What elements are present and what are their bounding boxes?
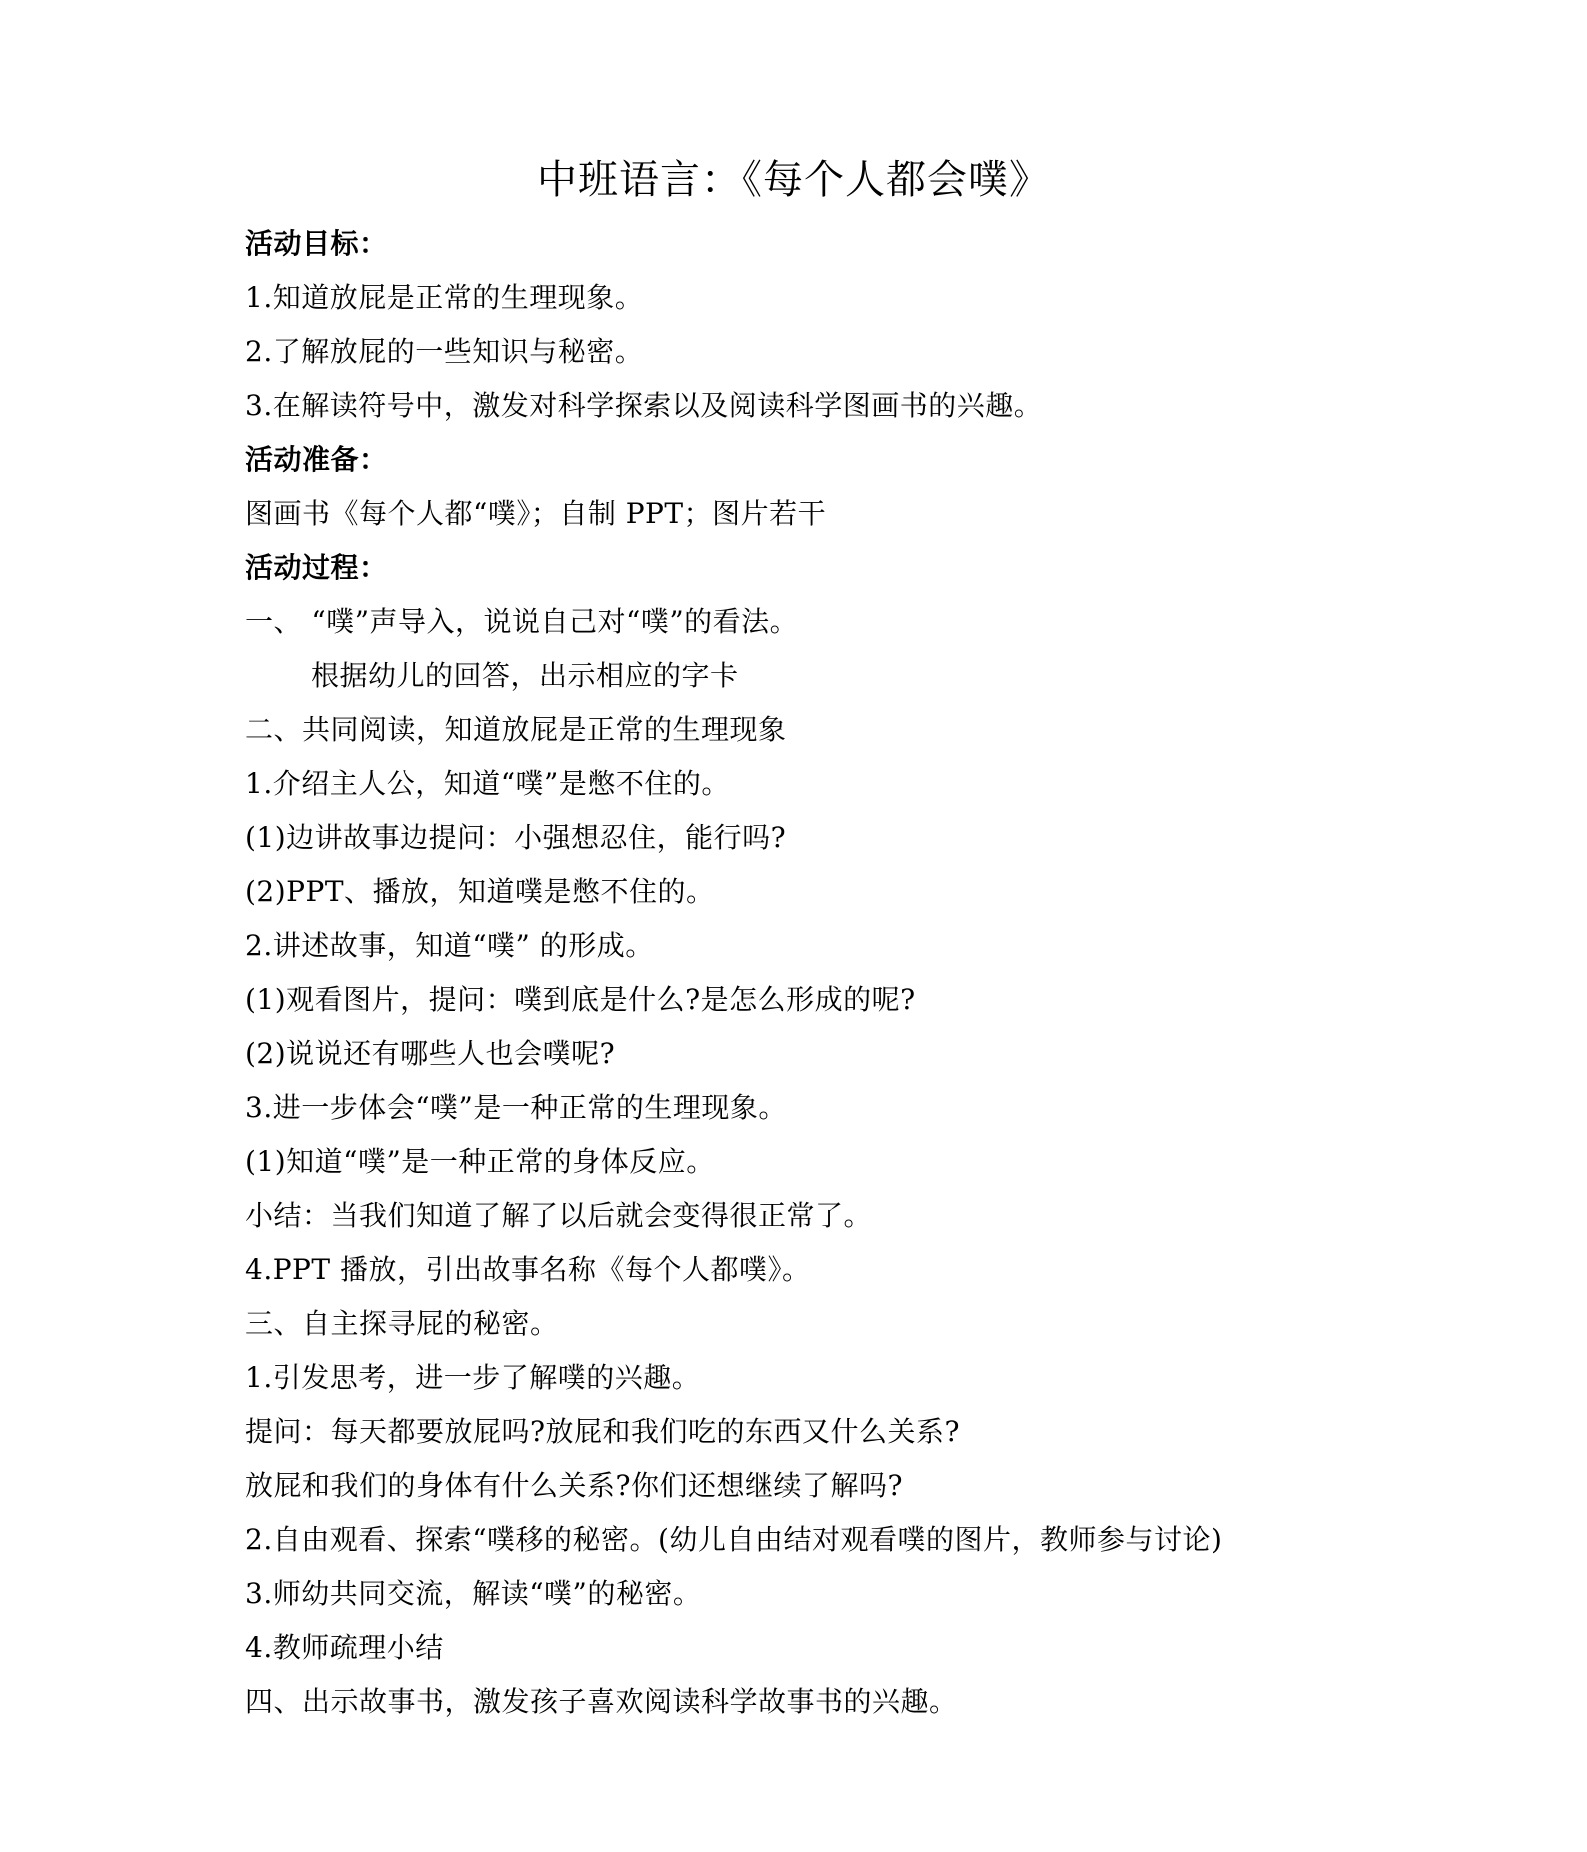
process-step-1: 一、 “噗”声导入，说说自己对“噗”的看法。 xyxy=(245,605,799,638)
process-line: 2.自由观看、探索“噗移的秘密。(幼儿自由结对观看噗的图片，教师参与讨论) xyxy=(245,1523,1223,1556)
process-line: 1.介绍主人公，知道“噗”是憋不住的。 xyxy=(245,767,730,800)
process-step-4: 四、出示故事书，激发孩子喜欢阅读科学故事书的兴趣。 xyxy=(245,1685,958,1718)
preparation-heading: 活动准备： xyxy=(245,443,388,476)
goal-item: 3.在解读符号中，激发对科学探索以及阅读科学图画书的兴趣。 xyxy=(245,389,1043,422)
process-line: 2.讲述故事，知道“噗” 的形成。 xyxy=(245,929,654,962)
goal-item: 1.知道放屁是正常的生理现象。 xyxy=(245,281,644,314)
process-line: 4.教师疏理小结 xyxy=(245,1631,444,1664)
process-line: 放屁和我们的身体有什么关系?你们还想继续了解吗? xyxy=(245,1469,904,1502)
process-line: (1)知道“噗”是一种正常的身体反应。 xyxy=(245,1145,715,1178)
process-line: 3.进一步体会“噗”是一种正常的生理现象。 xyxy=(245,1091,787,1124)
process-summary: 小结：当我们知道了解了以后就会变得很正常了。 xyxy=(245,1199,873,1232)
document-body xyxy=(245,217,1445,1729)
preparation-text: 图画书《每个人都“噗》；自制 PPT；图片若干 xyxy=(245,497,827,530)
process-line: (2)说说还有哪些人也会噗呢? xyxy=(245,1037,616,1070)
goal-item: 2.了解放屁的一些知识与秘密。 xyxy=(245,335,644,368)
process-line: (2)PPT、播放，知道噗是憋不住的。 xyxy=(245,875,715,908)
process-line: (1)观看图片，提问：噗到底是什么?是怎么形成的呢? xyxy=(245,983,916,1016)
process-step-2: 二、共同阅读，知道放屁是正常的生理现象 xyxy=(245,713,787,746)
document-title: 中班语言：《每个人都会噗》 xyxy=(537,157,1050,203)
process-line: 1.引发思考，进一步了解噗的兴趣。 xyxy=(245,1361,701,1394)
process-line: 4.PPT 播放，引出故事名称《每个人都噗》。 xyxy=(245,1253,811,1286)
process-line: (1)边讲故事边提问：小强想忍住，能行吗? xyxy=(245,821,787,854)
process-line: 提问：每天都要放屁吗?放屁和我们吃的东西又什么关系? xyxy=(245,1415,961,1448)
process-step-3: 三、自主探寻屁的秘密。 xyxy=(245,1307,559,1340)
goals-heading: 活动目标： xyxy=(245,227,388,260)
process-heading: 活动过程： xyxy=(245,551,388,584)
process-line: 根据幼儿的回答，出示相应的字卡 xyxy=(311,659,739,692)
process-line: 3.师幼共同交流，解读“噗”的秘密。 xyxy=(245,1577,702,1610)
